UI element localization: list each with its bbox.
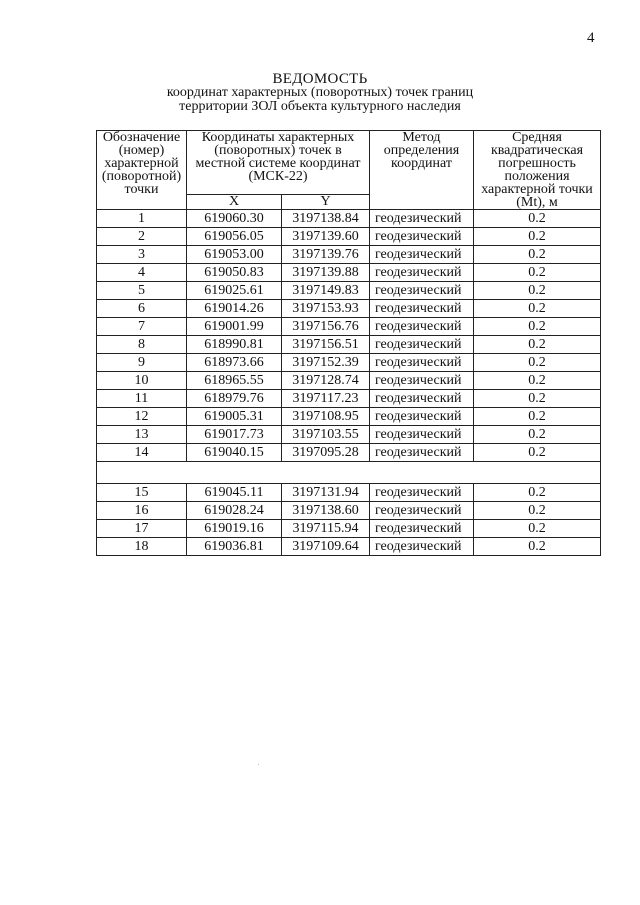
cell-y: 3197139.60 [282, 228, 370, 246]
cell-method: геодезический [370, 318, 474, 336]
cell-x: 618979.76 [187, 390, 282, 408]
cell-y: 3197103.55 [282, 426, 370, 444]
cell-method: геодезический [370, 444, 474, 462]
cell-x: 619050.83 [187, 264, 282, 282]
table-row [97, 444, 601, 462]
table-row [97, 520, 601, 538]
table-row [97, 246, 601, 264]
cell-point-number: 13 [97, 426, 187, 444]
cell-x: 619014.26 [187, 300, 282, 318]
cell-y: 3197138.84 [282, 210, 370, 228]
table-row [97, 372, 601, 390]
cell-y: 3197128.74 [282, 372, 370, 390]
cell-x: 618973.66 [187, 354, 282, 372]
cell-y: 3197115.94 [282, 520, 370, 538]
cell-point-number: 1 [97, 210, 187, 228]
table-row [97, 318, 601, 336]
cell-error: 0.2 [474, 300, 601, 318]
table-row [97, 210, 601, 228]
cell-error: 0.2 [474, 372, 601, 390]
table-row [97, 336, 601, 354]
cell-method: геодезический [370, 210, 474, 228]
cell-y: 3197131.94 [282, 484, 370, 502]
cell-x: 619040.15 [187, 444, 282, 462]
cell-method: геодезический [370, 336, 474, 354]
header-method: Метод определения координат [370, 131, 474, 210]
cell-x: 619060.30 [187, 210, 282, 228]
cell-error: 0.2 [474, 228, 601, 246]
cell-error: 0.2 [474, 210, 601, 228]
cell-point-number: 4 [97, 264, 187, 282]
cell-x: 619045.11 [187, 484, 282, 502]
table-row [97, 502, 601, 520]
cell-method: геодезический [370, 246, 474, 264]
cell-x: 619017.73 [187, 426, 282, 444]
cell-method: геодезический [370, 502, 474, 520]
cell-error: 0.2 [474, 246, 601, 264]
document-subtitle-line-1: координат характерных (поворотных) точек границ [166, 85, 474, 100]
header-y: Y [282, 195, 370, 210]
cell-method: геодезический [370, 354, 474, 372]
scan-speck [258, 764, 259, 765]
cell-y: 3197153.93 [282, 300, 370, 318]
cell-y: 3197109.64 [282, 538, 370, 556]
cell-point-number: 6 [97, 300, 187, 318]
cell-y: 3197156.51 [282, 336, 370, 354]
cell-x: 619025.61 [187, 282, 282, 300]
table-row [97, 390, 601, 408]
header-point-number: Обозначение (номер) характерной (поворотной) точки [97, 131, 187, 210]
table-row [97, 264, 601, 282]
cell-point-number: 3 [97, 246, 187, 264]
cell-error: 0.2 [474, 282, 601, 300]
cell-error: 0.2 [474, 318, 601, 336]
cell-x: 619056.05 [187, 228, 282, 246]
cell-method: геодезический [370, 390, 474, 408]
cell-point-number: 15 [97, 484, 187, 502]
cell-error: 0.2 [474, 484, 601, 502]
cell-y: 3197139.88 [282, 264, 370, 282]
cell-x: 618990.81 [187, 336, 282, 354]
cell-method: геодезический [370, 264, 474, 282]
table-separator-row [97, 462, 601, 484]
cell-error: 0.2 [474, 354, 601, 372]
cell-y: 3197138.60 [282, 502, 370, 520]
table-row [97, 282, 601, 300]
cell-error: 0.2 [474, 426, 601, 444]
table-header-row [97, 131, 601, 195]
cell-point-number: 5 [97, 282, 187, 300]
cell-y: 3197117.23 [282, 390, 370, 408]
header-error: Средняя квадратическая погрешность положения характерной точки (Mt), м [474, 131, 601, 210]
cell-point-number: 7 [97, 318, 187, 336]
cell-error: 0.2 [474, 390, 601, 408]
table-body [97, 210, 601, 556]
cell-error: 0.2 [474, 444, 601, 462]
table-row [97, 538, 601, 556]
cell-y: 3197152.39 [282, 354, 370, 372]
document-title: ВЕДОМОСТЬ [272, 71, 368, 87]
cell-error: 0.2 [474, 538, 601, 556]
cell-y: 3197095.28 [282, 444, 370, 462]
cell-method: геодезический [370, 408, 474, 426]
cell-x: 619053.00 [187, 246, 282, 264]
table-row [97, 300, 601, 318]
cell-x: 619028.24 [187, 502, 282, 520]
cell-error: 0.2 [474, 336, 601, 354]
cell-method: геодезический [370, 300, 474, 318]
cell-y: 3197139.76 [282, 246, 370, 264]
cell-error: 0.2 [474, 502, 601, 520]
cell-point-number: 11 [97, 390, 187, 408]
cell-method: геодезический [370, 484, 474, 502]
cell-x: 619005.31 [187, 408, 282, 426]
cell-point-number: 14 [97, 444, 187, 462]
table-row [97, 408, 601, 426]
document-heading [0, 72, 640, 114]
separator-cell [97, 462, 601, 484]
cell-method: геодезический [370, 372, 474, 390]
table-row [97, 484, 601, 502]
cell-error: 0.2 [474, 264, 601, 282]
cell-point-number: 18 [97, 538, 187, 556]
header-coordinates: Координаты характерных (поворотных) точек в местной системе координат (МСК-22) [187, 131, 370, 195]
cell-y: 3197108.95 [282, 408, 370, 426]
coordinates-table [96, 130, 601, 556]
cell-method: геодезический [370, 228, 474, 246]
cell-point-number: 8 [97, 336, 187, 354]
cell-point-number: 10 [97, 372, 187, 390]
cell-method: геодезический [370, 426, 474, 444]
cell-point-number: 17 [97, 520, 187, 538]
header-x: X [187, 195, 282, 210]
page-number: 4 [587, 30, 595, 46]
cell-x: 618965.55 [187, 372, 282, 390]
cell-point-number: 16 [97, 502, 187, 520]
table-row [97, 228, 601, 246]
table-row [97, 426, 601, 444]
cell-x: 619036.81 [187, 538, 282, 556]
document-subtitle-line-2: территории ЗОЛ объекта культурного наследия [179, 99, 461, 114]
cell-error: 0.2 [474, 520, 601, 538]
cell-method: геодезический [370, 538, 474, 556]
cell-method: геодезический [370, 520, 474, 538]
cell-point-number: 12 [97, 408, 187, 426]
cell-x: 619019.16 [187, 520, 282, 538]
cell-y: 3197156.76 [282, 318, 370, 336]
cell-x: 619001.99 [187, 318, 282, 336]
cell-point-number: 9 [97, 354, 187, 372]
table-row [97, 354, 601, 372]
cell-error: 0.2 [474, 408, 601, 426]
cell-y: 3197149.83 [282, 282, 370, 300]
cell-point-number: 2 [97, 228, 187, 246]
cell-method: геодезический [370, 282, 474, 300]
